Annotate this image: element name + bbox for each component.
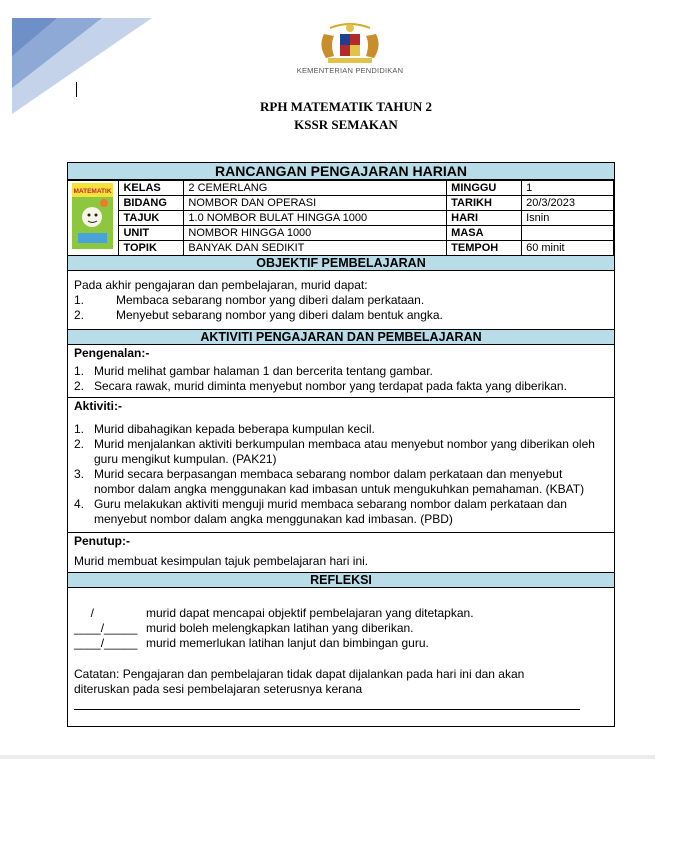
aktiviti-item: 1. Murid dibahagikan kepada beberapa kumpulan kecil. <box>74 422 375 436</box>
refleksi-line: ____/_____ murid memerlukan latihan lanjut dan bimbingan guru. <box>74 636 429 650</box>
document-subtitle: KSSR SEMAKAN <box>294 117 398 132</box>
hari-value: Isnin <box>522 211 614 226</box>
catatan-text: Catatan: Pengajaran dan pembelajaran tidak dapat dijalankan pada hari ini dan akan diteruskan pada sesi pembelajaran seterusnya kerana <box>74 667 525 696</box>
refleksi-line: / murid dapat mencapai objektif pembelajaran yang ditetapkan. <box>74 606 474 620</box>
refleksi-section <box>68 588 614 726</box>
topik-value: BANYAK DAN SEDIKIT <box>184 241 447 256</box>
masa-value <box>522 226 614 241</box>
pengenalan-section <box>68 345 614 398</box>
page-shadow <box>0 755 655 759</box>
aktiviti-item: 4. Guru melakukan aktiviti menguji murid membaca sebarang nombor dalam perkataan dan menyebut nombor dalam angka menggunakan kad imbasan. (PBD) <box>74 497 567 526</box>
minggu-value: 1 <box>522 181 614 196</box>
aktiviti-item: 2. Murid menjalankan aktiviti berkumpulan membaca atau menyebut nombor yang diberikan oleh guru mengikut kumpulan. (PAK21) <box>74 437 595 466</box>
objektif-intro: Pada akhir pengajaran dan pembelajaran, murid dapat: <box>74 278 368 292</box>
topik-label: TOPIK <box>119 241 184 256</box>
bidang-label: BIDANG <box>119 196 184 211</box>
refleksi-heading: REFLEKSI <box>68 572 614 588</box>
aktiviti-section <box>68 398 614 533</box>
coat-of-arms-logo <box>300 20 400 70</box>
penutup-section <box>68 533 614 572</box>
document-title: RPH MATEMATIK TAHUN 2 <box>259 99 432 114</box>
textbook-cover <box>68 181 119 256</box>
objektif-section <box>68 271 614 329</box>
catatan-blank-line <box>74 709 580 710</box>
tajuk-label: TAJUK <box>119 211 184 226</box>
minggu-label: MINGGU <box>447 181 522 196</box>
penutup-text: Murid membuat kesimpulan tajuk pembelajaran hari ini. <box>74 554 369 568</box>
tempoh-value: 60 minit <box>522 241 614 256</box>
objektif-item: 1. Membaca sebarang nombor yang diberi dalam perkataan. <box>74 293 425 307</box>
masa-label: MASA <box>447 226 522 241</box>
pengenalan-item: 2. Secara rawak, murid diminta menyebut nombor yang terdapat pada fakta yang diberikan. <box>74 379 567 393</box>
objektif-heading: OBJEKTIF PEMBELAJARAN <box>68 256 614 271</box>
unit-value: NOMBOR HINGGA 1000 <box>184 226 447 241</box>
refleksi-line: ____/_____ murid boleh melengkapkan latihan yang diberikan. <box>74 621 414 635</box>
rph-table <box>67 162 615 727</box>
objektif-item: 2. Menyebut sebarang nombor yang diberi dalam bentuk angka. <box>74 308 443 322</box>
ministry-name: KEMENTERIAN PENDIDIKAN <box>296 66 404 75</box>
tarikh-value: 20/3/2023 <box>522 196 614 211</box>
tempoh-label: TEMPOH <box>447 241 522 256</box>
pengenalan-item: 1. Murid melihat gambar halaman 1 dan bercerita tentang gambar. <box>74 364 433 378</box>
pengenalan-title: Pengenalan:- <box>74 346 150 360</box>
unit-label: UNIT <box>119 226 184 241</box>
kelas-label: KELAS <box>119 181 184 196</box>
hari-label: HARI <box>447 211 522 226</box>
tajuk-value: 1.0 NOMBOR BULAT HINGGA 1000 <box>184 211 447 226</box>
rph-heading: RANCANGAN PENGAJARAN HARIAN <box>68 163 614 180</box>
text-cursor <box>76 82 77 97</box>
textbook-title: MATEMATIK <box>73 188 112 195</box>
tarikh-label: TARIKH <box>447 196 522 211</box>
aktiviti-title: Aktiviti:- <box>74 399 122 413</box>
aktiviti-heading: AKTIVITI PENGAJARAN DAN PEMBELAJARAN <box>68 329 614 345</box>
textbook-cover-image <box>72 183 113 249</box>
below-page-area <box>0 755 692 842</box>
bidang-value: NOMBOR DAN OPERASI <box>184 196 447 211</box>
aktiviti-item: 3. Murid secara berpasangan membaca sebarang nombor dalam perkataan dan menyebut nombor dalam angka menggunakan kad imbasan untuk mengukuhkan pemahaman. (KBAT) <box>74 467 585 496</box>
kelas-value: 2 CEMERLANG <box>184 181 447 196</box>
info-table <box>68 180 614 256</box>
penutup-title: Penutup:- <box>74 534 130 548</box>
